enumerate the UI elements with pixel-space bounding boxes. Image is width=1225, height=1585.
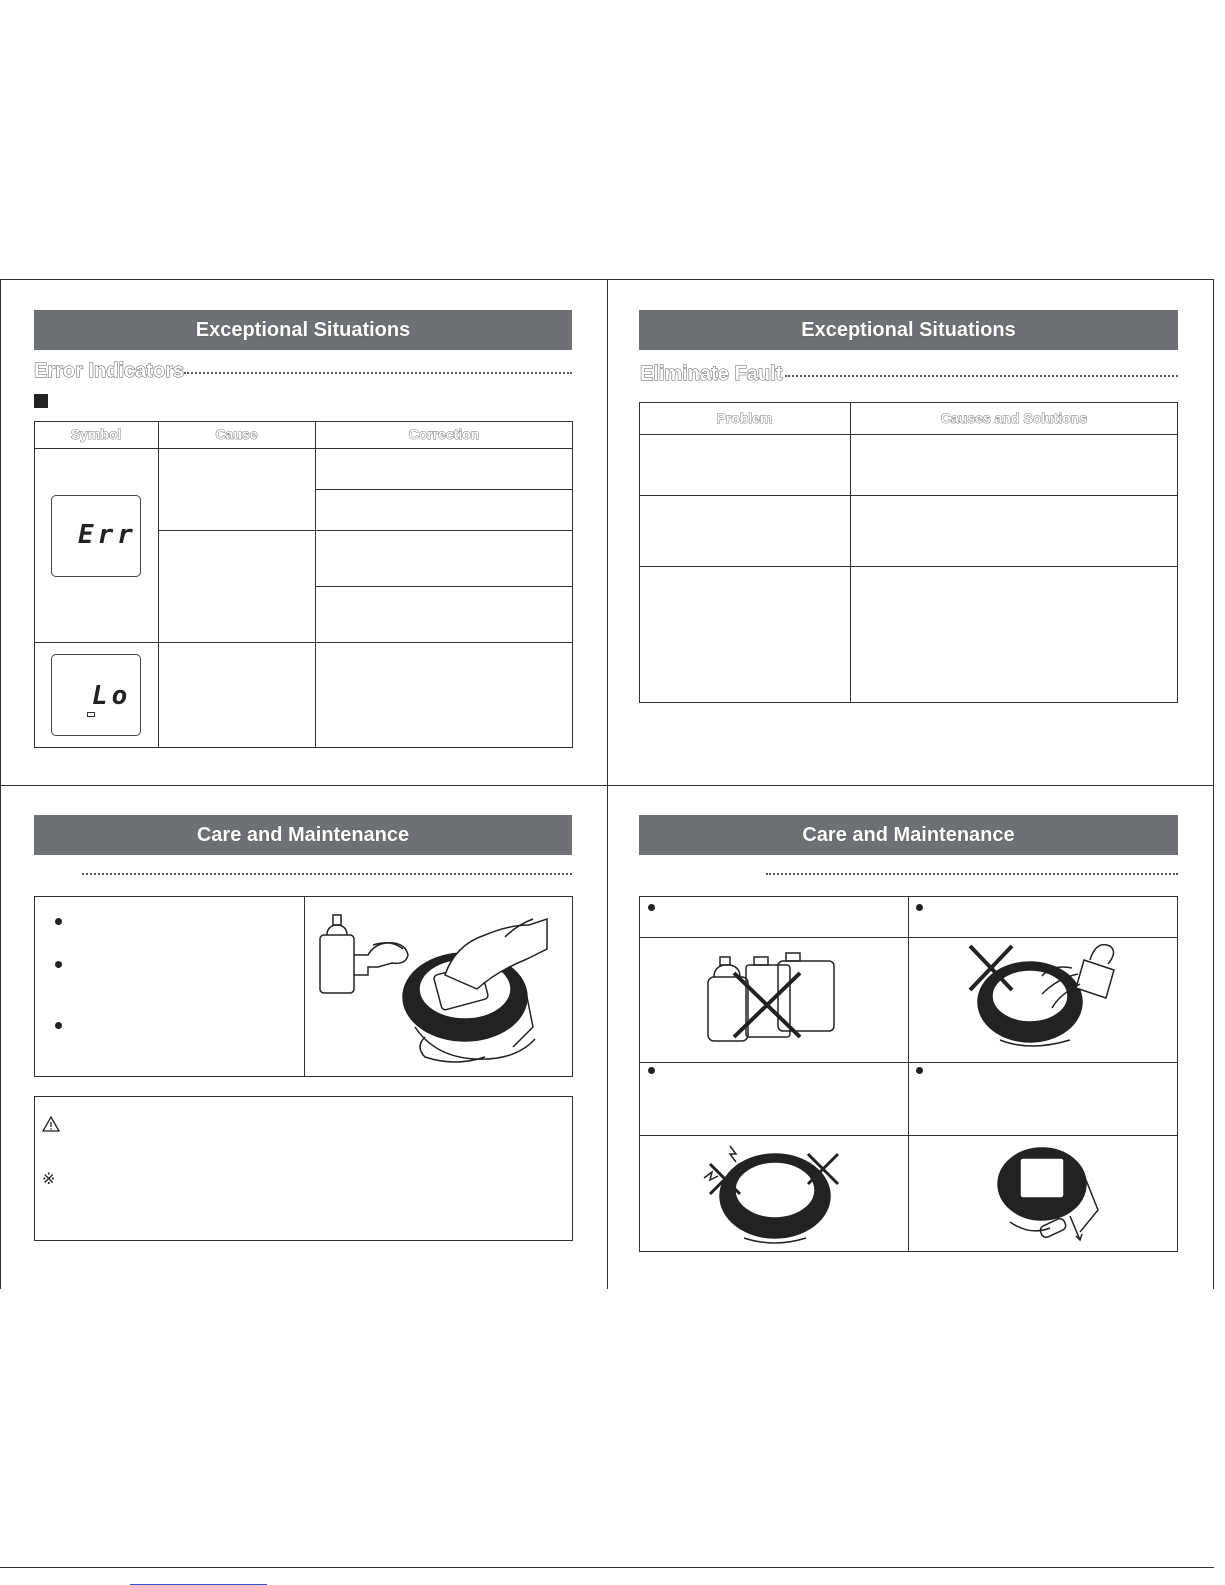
bullet [648, 1067, 655, 1074]
header-causes-solutions: Causes and Solutions [940, 410, 1088, 426]
lcd-battery-icon [87, 712, 95, 717]
remove-battery-illustration [990, 1140, 1110, 1248]
no-shock-illustration [700, 1140, 850, 1248]
warning-note-box [34, 1096, 573, 1241]
care-dotted-rule-left [82, 873, 572, 875]
no-water-illustration [960, 940, 1130, 1055]
warning-triangle-icon [42, 1116, 60, 1132]
frame-left [0, 279, 1, 1289]
reference-mark-icon: ※ [42, 1169, 56, 1188]
care-dotted-rule-right [766, 873, 1178, 875]
bottom-right-banner: Care and Maintenance [639, 815, 1178, 855]
header-correction: Correction [408, 426, 480, 442]
no-chemicals-illustration [700, 945, 840, 1050]
eliminate-fault-subtitle: Eliminate Fault [640, 363, 783, 385]
subtitle-dotted-rule [184, 372, 572, 374]
frame-right [1213, 279, 1214, 1289]
bullet [648, 904, 655, 911]
top-right-banner: Exceptional Situations [639, 310, 1178, 350]
fault-table [639, 402, 1178, 703]
frame-bottom [0, 1567, 1214, 1568]
bottom-left-banner: Care and Maintenance [34, 815, 572, 855]
header-problem: Problem [716, 410, 773, 426]
header-symbol: Symbol [70, 426, 122, 442]
bullet [916, 1067, 923, 1074]
lcd-err-symbol: Err [78, 520, 137, 550]
header-cause: Cause [215, 426, 258, 442]
top-left-banner: Exceptional Situations [34, 310, 572, 350]
section-square-marker [34, 394, 48, 408]
subtitle-dotted-rule-right [785, 375, 1178, 377]
cleaning-illustration [305, 897, 572, 1076]
bullet [55, 961, 62, 968]
bullet [55, 1022, 62, 1029]
error-indicators-subtitle: Error Indicators [34, 360, 185, 382]
bullet [916, 904, 923, 911]
lcd-lo-symbol: Lo [92, 681, 132, 711]
bullet [55, 918, 62, 925]
frame-center [607, 279, 608, 1289]
